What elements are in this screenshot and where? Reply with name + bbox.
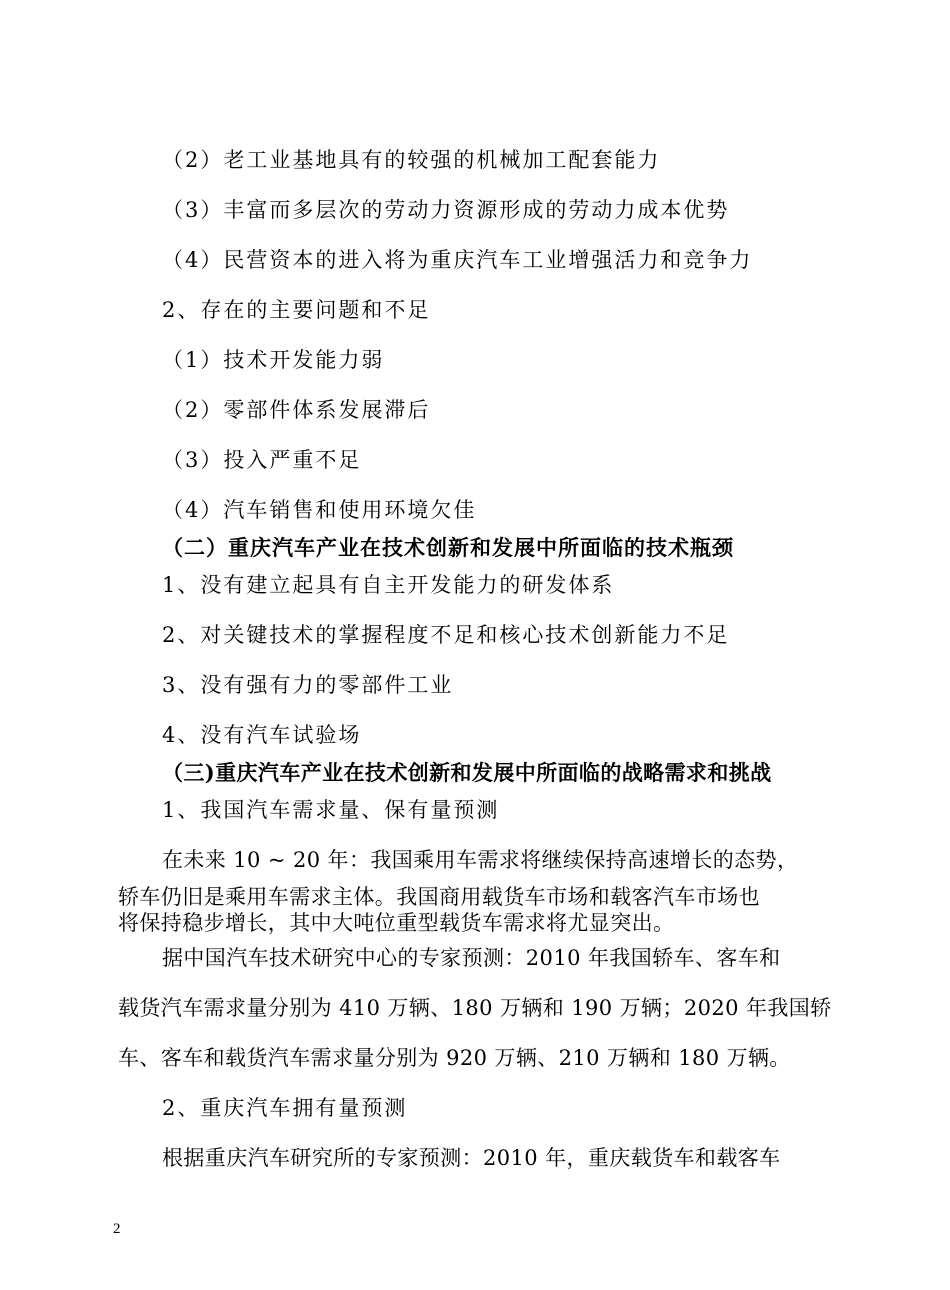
page-number: 2 <box>113 1221 121 1237</box>
paragraph-line: 在未来 10 ~ 20 年：我国乘用车需求将继续保持高速增长的态势， <box>162 848 799 872</box>
list-item: （2）零部件体系发展滞后 <box>162 398 431 422</box>
subheading: 2、存在的主要问题和不足 <box>162 298 431 322</box>
list-item: （3）投入严重不足 <box>162 448 362 472</box>
paragraph-line: 轿车仍旧是乘用车需求主体。我国商用载货车市场和载客汽车市场也 <box>118 885 760 909</box>
list-item: 2、对关键技术的掌握程度不足和核心技术创新能力不足 <box>162 623 730 647</box>
paragraph-line: 车、客车和载货汽车需求量分别为 920 万辆、210 万辆和 180 万辆。 <box>118 1046 791 1070</box>
list-item: 1、没有建立起具有自主开发能力的研发体系 <box>162 573 615 597</box>
section-heading: （三)重庆汽车产业在技术创新和发展中所面临的战略需求和挑战 <box>162 760 772 785</box>
paragraph-line: 据中国汽车技术研究中心的专家预测：2010 年我国轿车、客车和 <box>162 946 781 970</box>
paragraph-line: 载货汽车需求量分别为 410 万辆、180 万辆和 190 万辆；2020 年我国轿 <box>118 996 832 1020</box>
list-item: 3、没有强有力的零部件工业 <box>162 673 454 697</box>
subheading: 2、重庆汽车拥有量预测 <box>162 1096 408 1120</box>
list-item: （4）汽车销售和使用环境欠佳 <box>162 498 477 522</box>
list-item: 4、没有汽车试验场 <box>162 723 362 747</box>
section-heading: （二）重庆汽车产业在技术创新和发展中所面临的技术瓶颈 <box>162 535 734 560</box>
paragraph-line: 根据重庆汽车研究所的专家预测：2010 年，重庆载货车和载客车 <box>162 1146 781 1170</box>
list-item: （4）民营资本的进入将为重庆汽车工业增强活力和竞争力 <box>162 248 753 272</box>
paragraph-line: 将保持稳步增长，其中大吨位重型载货车需求将尤显突出。 <box>118 911 675 935</box>
subheading: 1、我国汽车需求量、保有量预测 <box>162 798 500 822</box>
list-item: （1）技术开发能力弱 <box>162 348 385 372</box>
list-item: （3）丰富而多层次的劳动力资源形成的劳动力成本优势 <box>162 198 730 222</box>
list-item: （2）老工业基地具有的较强的机械加工配套能力 <box>162 148 661 172</box>
